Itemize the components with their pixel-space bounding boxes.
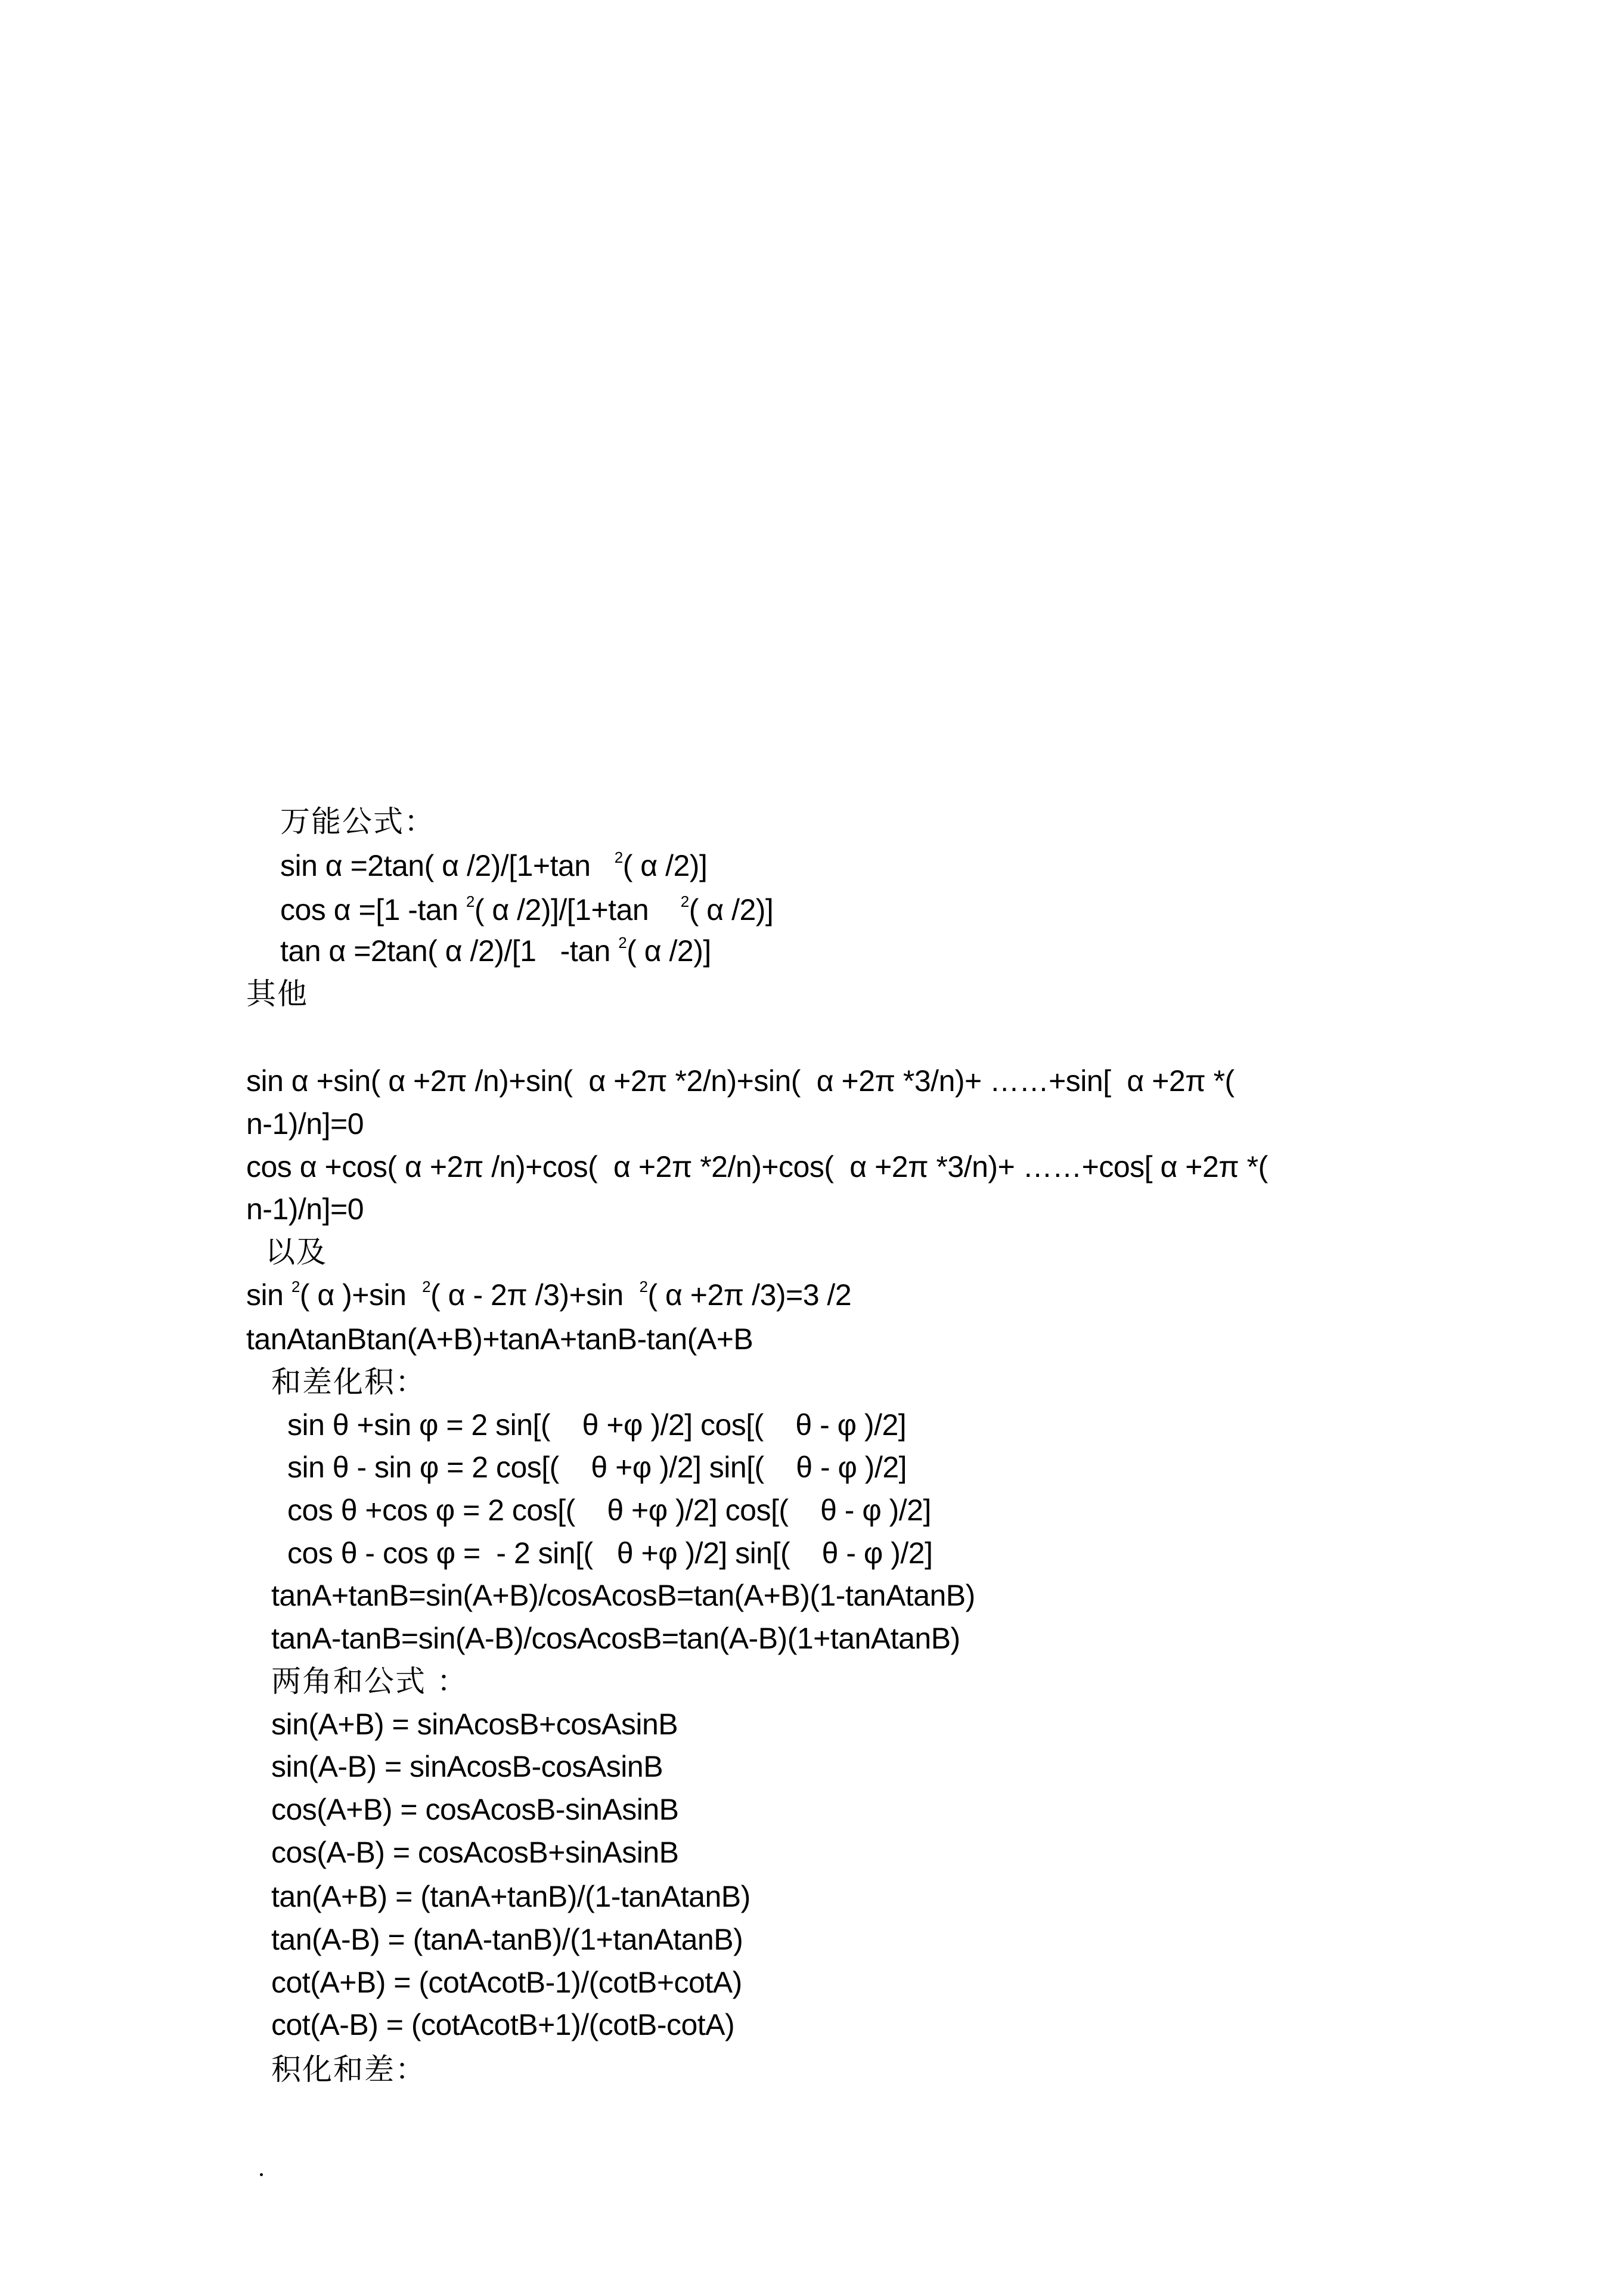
formula-text: 其他	[246, 977, 308, 1011]
formula-line	[271, 1922, 743, 1957]
formula-text: tanA-tanB=sin(A-B)/cosAcosB=tan(A-B)(1+tanAtanB)	[271, 1622, 960, 1655]
formula-text: sin	[246, 1278, 291, 1312]
formula-text: sin(A-B) = sinAcosB-cosAsinB	[271, 1750, 663, 1783]
formula-text: sin θ - sin φ = 2 cos[( θ +φ )/2] sin[( θ - φ )/2]	[287, 1451, 907, 1484]
formula-line	[246, 1063, 1235, 1099]
formula-text: tan(A-B) = (tanA-tanB)/(1+tanAtanB)	[271, 1923, 743, 1956]
formula-line	[271, 1835, 679, 1870]
superscript: 2	[422, 1278, 431, 1296]
formula-line	[271, 1706, 678, 1742]
superscript: 2	[291, 1278, 300, 1296]
formula-line	[280, 848, 707, 884]
formula-line	[246, 1149, 1268, 1185]
formula-text: tan α =2tan( α /2)/[1 -tan	[280, 934, 619, 968]
formula-text: ( α +2π /3)=3 /2	[647, 1278, 852, 1312]
formula-text: sin α =2tan( α /2)/[1+tan	[280, 849, 615, 882]
formula-line	[271, 1620, 960, 1656]
formula-text: sin α +sin( α +2π /n)+sin( α +2π *2/n)+sin( α +2π *3/n)+ ……+sin[ α +2π *(	[246, 1064, 1235, 1098]
formula-text: ( α /2)]	[689, 893, 774, 927]
formula-line	[287, 1449, 907, 1485]
formula-text: cos θ - cos φ = - 2 sin[( θ +φ )/2] sin[( θ - φ )/2]	[287, 1536, 933, 1570]
formula-text: tanA+tanB=sin(A+B)/cosAcosB=tan(A+B)(1-tanAtanB)	[271, 1579, 975, 1612]
formula-line	[287, 1407, 906, 1443]
formula-text: ( α /2)]/[1+tan	[474, 893, 681, 927]
formula-text: cos α +cos( α +2π /n)+cos( α +2π *2/n)+cos( α +2π *3/n)+ ……+cos[ α +2π *(	[246, 1150, 1268, 1183]
formula-line	[246, 1277, 851, 1313]
formula-line	[246, 1321, 753, 1357]
formula-text: cos θ +cos φ = 2 cos[( θ +φ )/2] cos[( θ - φ )/2]	[287, 1494, 931, 1527]
formula-text: 以及	[265, 1235, 327, 1269]
formula-text: cos(A+B) = cosAcosB-sinAsinB	[271, 1793, 679, 1826]
formula-line	[280, 892, 773, 928]
formula-line	[271, 1792, 679, 1827]
section-heading	[246, 976, 308, 1012]
formula-text: 两角和公式 ：	[271, 1664, 468, 1699]
formula-text: sin(A+B) = sinAcosB+cosAsinB	[271, 1708, 678, 1741]
formula-line	[271, 2007, 734, 2043]
section-heading	[271, 1663, 468, 1699]
formula-text: ( α - 2π /3)+sin	[430, 1278, 640, 1312]
formula-text: 万能公式：	[280, 804, 435, 839]
formula-text: tanAtanBtan(A+B)+tanA+tanB-tan(A+B	[246, 1322, 753, 1356]
formula-text: tan(A+B) = (tanA+tanB)/(1-tanAtanB)	[271, 1880, 750, 1913]
formula-line	[287, 1492, 931, 1528]
formula-line	[271, 1749, 663, 1784]
formula-text: cos α =[1 -tan	[280, 893, 466, 927]
formula-line	[271, 1965, 742, 2000]
formula-line	[246, 1191, 364, 1227]
formula-text: cot(A-B) = (cotAcotB+1)/(cotB-cotA)	[271, 2008, 735, 2041]
superscript: 2	[639, 1278, 648, 1296]
formula-line	[280, 933, 711, 969]
formula-text: sin θ +sin φ = 2 sin[( θ +φ )/2] cos[( θ - φ )/2]	[287, 1408, 907, 1442]
formula-text: cos(A-B) = cosAcosB+sinAsinB	[271, 1836, 679, 1869]
formula-text: 积化和差：	[271, 2052, 426, 2087]
formula-line	[246, 1106, 364, 1142]
formula-text: n-1)/n]=0	[246, 1192, 364, 1226]
superscript: 2	[680, 893, 689, 910]
section-heading	[271, 2052, 426, 2087]
formula-text: 和差化积：	[271, 1365, 426, 1399]
section-heading	[280, 804, 435, 839]
formula-text: cot(A+B) = (cotAcotB-1)/(cotB+cotA)	[271, 1966, 742, 1999]
formula-line	[287, 1535, 932, 1571]
formula-text: ( α /2)]	[622, 849, 708, 882]
formula-text: n-1)/n]=0	[246, 1107, 364, 1141]
formula-line	[271, 1578, 975, 1613]
superscript: 2	[466, 893, 474, 910]
formula-text: ( α )+sin	[299, 1278, 423, 1312]
superscript: 2	[618, 934, 627, 952]
section-heading	[265, 1234, 327, 1270]
formula-line	[271, 1879, 750, 1914]
formula-text: ( α /2)]	[627, 934, 711, 968]
superscript: 2	[614, 848, 623, 866]
page-dot	[260, 2173, 263, 2176]
section-heading	[271, 1364, 426, 1400]
